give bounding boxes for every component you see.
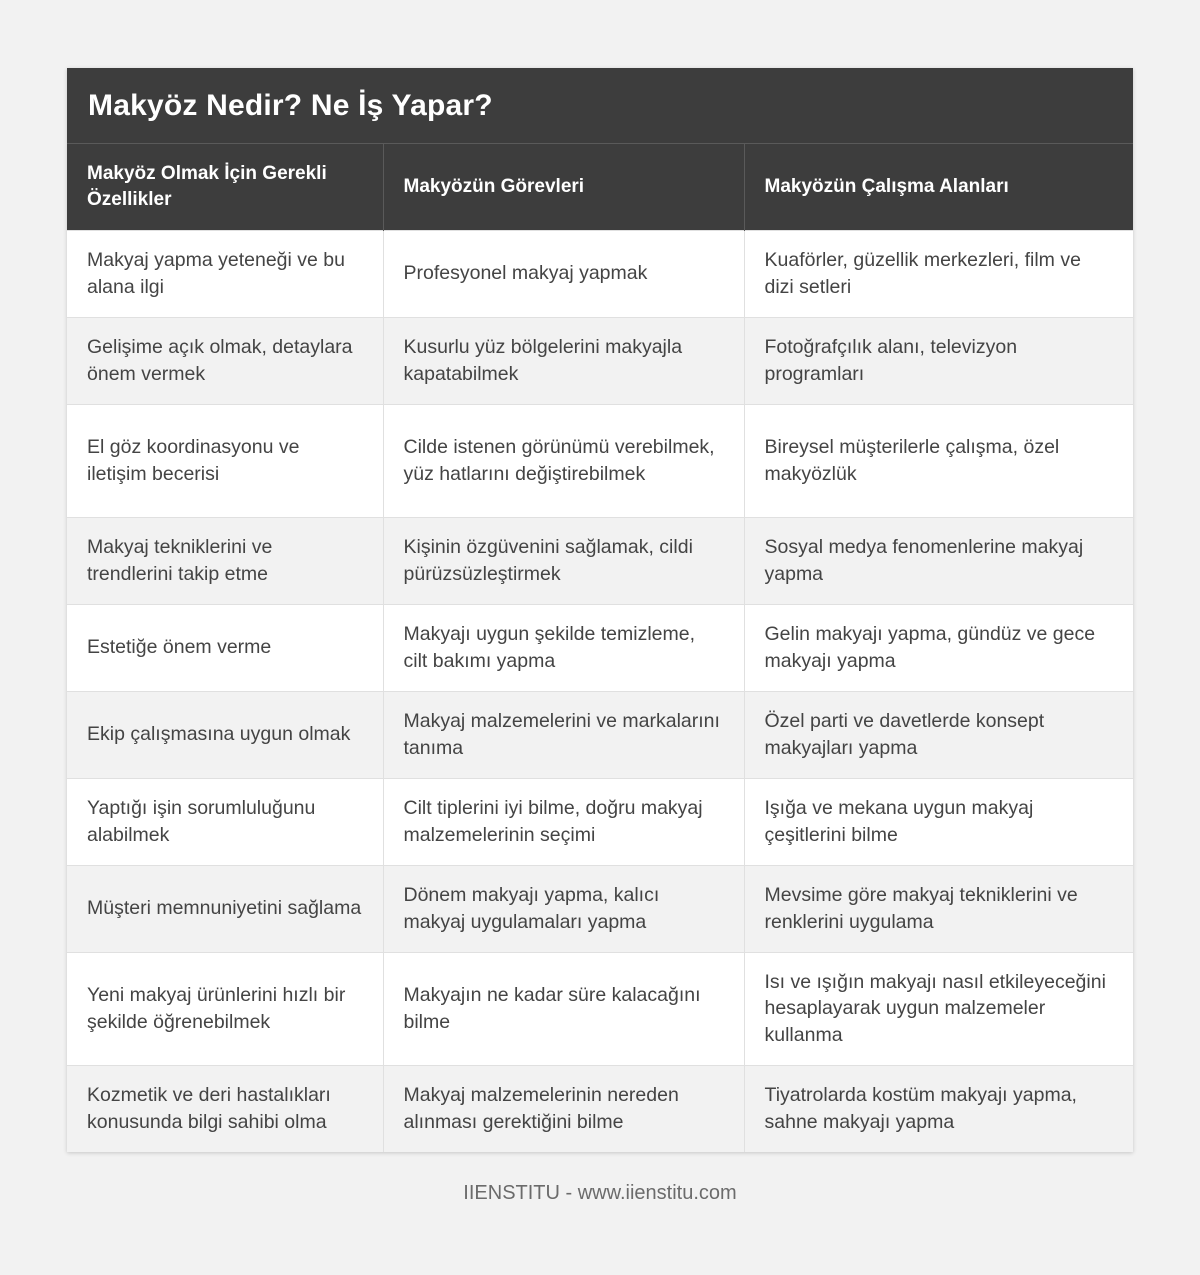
table-cell: Özel parti ve davetlerde konsept makyajları yapma [744,691,1133,778]
table-cell: Cilde istenen görünümü verebilmek, yüz hatlarını değiştirebilmek [383,404,744,517]
info-table [67,144,1133,1152]
table-row [67,230,1133,317]
table-row [67,1065,1133,1152]
table-row [67,691,1133,778]
table-cell: Makyajın ne kadar süre kalacağını bilme [383,952,744,1065]
table-cell: Tiyatrolarda kostüm makyajı yapma, sahne makyajı yapma [744,1065,1133,1152]
table-header-row [67,144,1133,230]
table-cell: Yeni makyaj ürünlerini hızlı bir şekilde öğrenebilmek [67,952,383,1065]
content-card [67,68,1133,1152]
table-cell: Makyaj malzemelerinin nereden alınması gerektiğini bilme [383,1065,744,1152]
table-row [67,404,1133,517]
table-cell: Makyaj malzemelerini ve markalarını tanıma [383,691,744,778]
table-cell: Kozmetik ve deri hastalıkları konusunda bilgi sahibi olma [67,1065,383,1152]
column-header-work-areas: Makyözün Çalışma Alanları [744,144,1133,230]
table-cell: Makyaj yapma yeteneği ve bu alana ilgi [67,230,383,317]
table-cell: Isı ve ışığın makyajı nasıl etkileyeceğini hesaplayarak uygun malzemeler kullanma [744,952,1133,1065]
column-header-qualifications: Makyöz Olmak İçin Gerekli Özellikler [67,144,383,230]
table-row [67,317,1133,404]
table-cell: Yaptığı işin sorumluluğunu alabilmek [67,778,383,865]
table-cell: Makyajı uygun şekilde temizleme, cilt bakımı yapma [383,604,744,691]
table-cell: Müşteri memnuniyetini sağlama [67,865,383,952]
table-row [67,604,1133,691]
table-cell: Kusurlu yüz bölgelerini makyajla kapatabilmek [383,317,744,404]
table-cell: Kişinin özgüvenini sağlamak, cildi pürüzsüzleştirmek [383,517,744,604]
table-cell: Fotoğrafçılık alanı, televizyon programları [744,317,1133,404]
table-cell: Işığa ve mekana uygun makyaj çeşitlerini bilme [744,778,1133,865]
table-cell: Gelişime açık olmak, detaylara önem vermek [67,317,383,404]
column-header-duties: Makyözün Görevleri [383,144,744,230]
table-cell: Bireysel müşterilerle çalışma, özel makyözlük [744,404,1133,517]
table-cell: Makyaj tekniklerini ve trendlerini takip etme [67,517,383,604]
table-cell: Gelin makyajı yapma, gündüz ve gece makyajı yapma [744,604,1133,691]
table-cell: El göz koordinasyonu ve iletişim becerisi [67,404,383,517]
table-cell: Ekip çalışmasına uygun olmak [67,691,383,778]
table-row [67,778,1133,865]
table-row [67,865,1133,952]
table-cell: Sosyal medya fenomenlerine makyaj yapma [744,517,1133,604]
table-cell: Profesyonel makyaj yapmak [383,230,744,317]
title-bar [67,68,1133,144]
footer-credit: IIENSTITU - www.iienstitu.com [463,1182,737,1204]
table-cell: Kuaförler, güzellik merkezleri, film ve dizi setleri [744,230,1133,317]
page-title: Makyöz Nedir? Ne İş Yapar? [88,88,493,122]
table-cell: Dönem makyajı yapma, kalıcı makyaj uygulamaları yapma [383,865,744,952]
table-row [67,952,1133,1065]
table-cell: Cilt tiplerini iyi bilme, doğru makyaj malzemelerinin seçimi [383,778,744,865]
table-row [67,517,1133,604]
table-cell: Estetiğe önem verme [67,604,383,691]
table-cell: Mevsime göre makyaj tekniklerini ve renklerini uygulama [744,865,1133,952]
